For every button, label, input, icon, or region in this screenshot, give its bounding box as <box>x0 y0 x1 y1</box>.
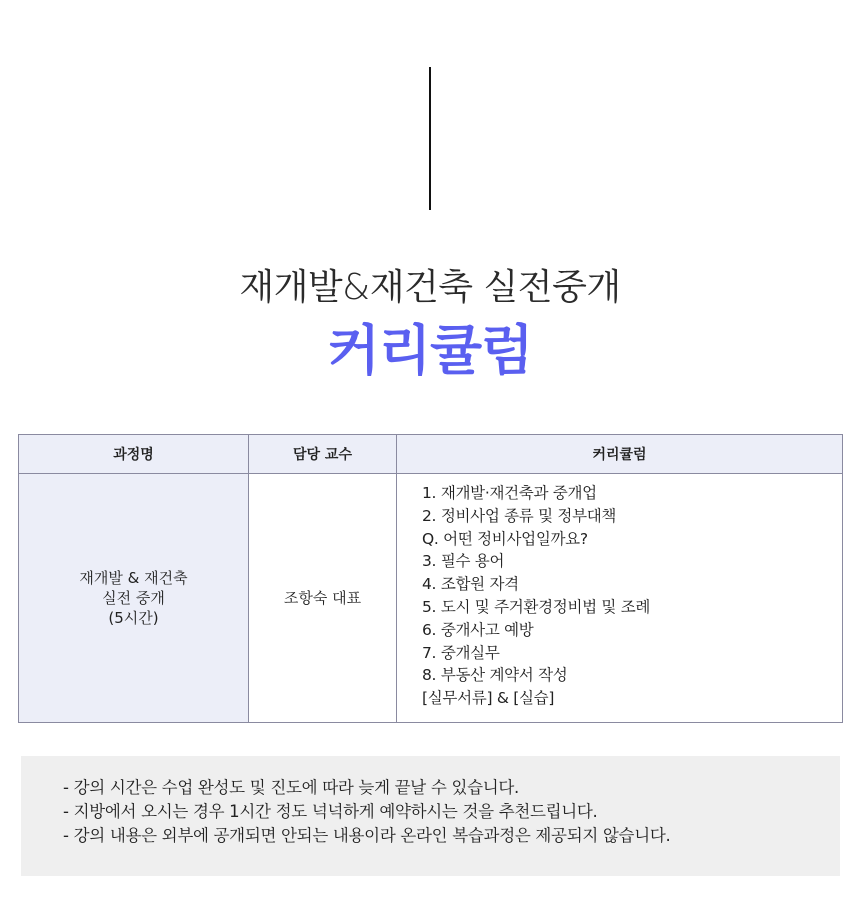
page-subtitle: 재개발&재건축 실전중개 <box>239 267 621 308</box>
curriculum-item: 6. 중개사고 예방 <box>422 620 534 639</box>
header-professor: 담당 교수 <box>249 435 397 474</box>
curriculum-item: 5. 도시 및 주거환경정비법 및 조례 <box>422 597 651 616</box>
header-course-name: 과정명 <box>19 435 249 474</box>
curriculum-item: 8. 부동산 계약서 작성 <box>422 666 568 685</box>
professor-cell: 조항숙 대표 <box>249 474 397 723</box>
notice-item: - 강의 시간은 수업 완성도 및 진도에 따라 늦게 끝날 수 있습니다. <box>63 778 519 797</box>
curriculum-item: [실무서류] & [실습] <box>422 689 555 708</box>
course-name-line: 실전 중개 <box>102 588 165 607</box>
table-header-row <box>19 435 843 474</box>
page-title: 커리큘럼 <box>327 319 533 382</box>
divider-line <box>429 67 431 210</box>
curriculum-item: 7. 중개실무 <box>422 643 500 662</box>
curriculum-table <box>18 434 843 723</box>
curriculum-list <box>422 482 842 710</box>
curriculum-item: 2. 정비사업 종류 및 정부대책 <box>422 506 617 525</box>
curriculum-item: 4. 조합원 자격 <box>422 575 519 594</box>
curriculum-item: 3. 필수 용어 <box>422 552 505 571</box>
notice-item: - 지방에서 오시는 경우 1시간 정도 넉넉하게 예약하시는 것을 추천드립니다. <box>63 802 598 821</box>
curriculum-item: 1. 재개발·재건축과 중개업 <box>422 484 597 502</box>
table-row <box>19 474 843 723</box>
curriculum-item: Q. 어떤 정비사업일까요? <box>422 529 588 548</box>
course-name-cell <box>19 474 249 723</box>
notice-list <box>21 756 840 848</box>
header-curriculum: 커리큘럼 <box>397 435 843 474</box>
notice-box <box>21 756 840 876</box>
notice-item: - 강의 내용은 외부에 공개되면 안되는 내용이라 온라인 복습과정은 제공되지 않습니다. <box>63 826 671 845</box>
course-name-line: 재개발 & 재건축 <box>79 568 188 587</box>
curriculum-cell <box>397 474 843 723</box>
course-duration: (5시간) <box>108 608 159 627</box>
